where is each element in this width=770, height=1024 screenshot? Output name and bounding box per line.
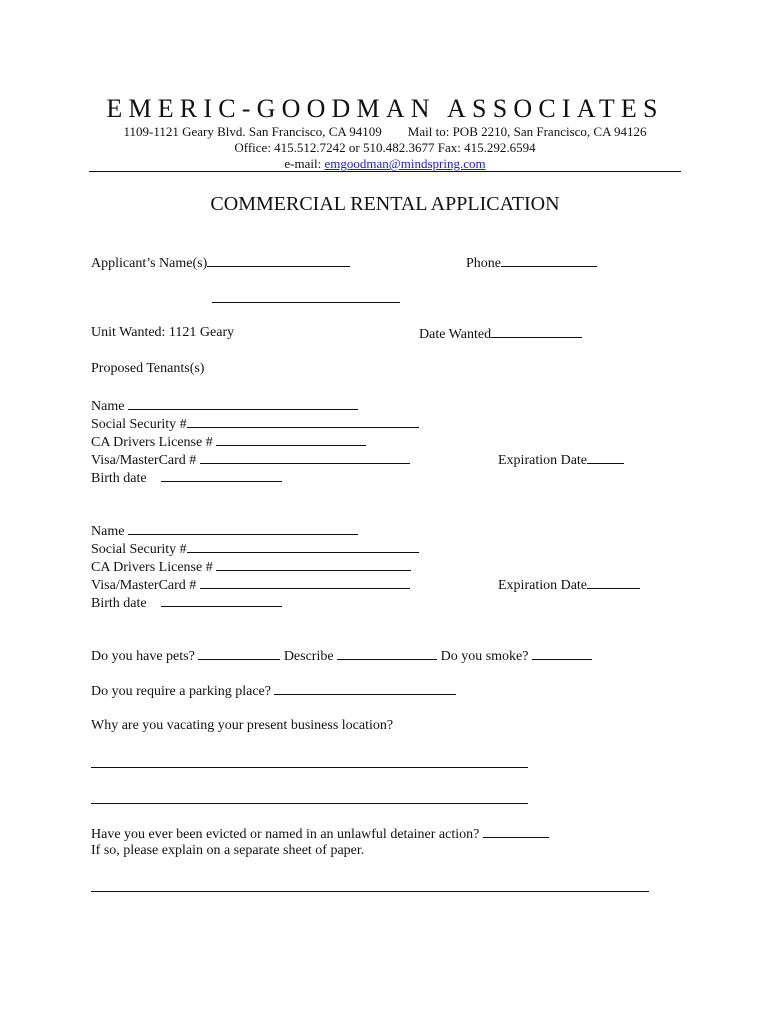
tenant-expiration-label: Expiration Date	[498, 578, 588, 593]
tenant-birth-label: Birth date	[91, 596, 147, 611]
header-divider	[89, 171, 681, 172]
tenant-ssn-label: Social Security #	[91, 542, 187, 557]
tenant-2-license-row	[91, 557, 411, 577]
smoke-field[interactable]	[532, 646, 592, 660]
tenant-birth-label: Birth date	[91, 471, 147, 486]
parking-label: Do you require a parking place?	[91, 684, 271, 699]
date-wanted-field[interactable]	[491, 324, 582, 338]
tenant-1-license-field[interactable]	[216, 432, 366, 446]
address-line	[0, 124, 770, 140]
pets-label: Do you have pets?	[91, 649, 195, 664]
office-phone-fax: Office: 415.512.7242 or 510.482.3677 Fax: 415.292.6594	[234, 140, 536, 155]
date-wanted-label: Date Wanted	[419, 327, 492, 342]
describe-field[interactable]	[337, 646, 437, 660]
parking-row	[91, 681, 456, 701]
pets-field[interactable]	[198, 646, 280, 660]
proposed-tenants-label: Proposed Tenants(s)	[91, 361, 205, 376]
tenant-1-ssn-field[interactable]	[187, 414, 419, 428]
tenant-name-label: Name	[91, 399, 125, 414]
tenant-2-birth-field[interactable]	[161, 593, 282, 607]
tenant-1-ssn-row	[91, 414, 419, 434]
tenant-license-label: CA Drivers License #	[91, 560, 213, 575]
tenant-2-name-row	[91, 521, 358, 541]
tenant-license-label: CA Drivers License #	[91, 435, 213, 450]
vacating-answer-line-2[interactable]	[91, 803, 528, 804]
phone-label: Phone	[466, 256, 501, 271]
email-link[interactable]: emgoodman@mindspring.com	[324, 156, 486, 171]
tenant-2-birth-row	[91, 593, 282, 613]
vacating-question: Why are you vacating your present business location?	[91, 718, 394, 733]
form-title: COMMERCIAL RENTAL APPLICATION	[210, 193, 560, 215]
tenant-name-label: Name	[91, 524, 125, 539]
tenant-ssn-label: Social Security #	[91, 417, 187, 432]
tenant-1-birth-field[interactable]	[161, 468, 282, 482]
tenant-expiration-label: Expiration Date	[498, 453, 588, 468]
tenant-1-license-row	[91, 432, 366, 452]
email-label: e-mail:	[284, 156, 325, 171]
company-name: EMERIC-GOODMAN ASSOCIATES	[106, 94, 664, 123]
evicted-note: If so, please explain on a separate sheet of paper.	[91, 843, 365, 858]
unit-wanted: Unit Wanted: 1121 Geary	[91, 325, 235, 340]
date-wanted-row	[419, 324, 582, 344]
tenant-1-name-row	[91, 396, 358, 416]
applicant-name-field[interactable]	[207, 253, 350, 267]
parking-field[interactable]	[274, 681, 456, 695]
evicted-row	[91, 824, 549, 844]
applicant-name-label: Applicant’s Name(s)	[91, 256, 208, 271]
describe-label: Describe	[283, 649, 334, 664]
mailing-address: Mail to: POB 2210, San Francisco, CA 94126	[407, 124, 647, 139]
tenant-2-name-field[interactable]	[128, 521, 358, 535]
tenant-2-expiration-field[interactable]	[587, 575, 640, 589]
evicted-question: Have you ever been evicted or named in an unlawful detainer action?	[91, 827, 480, 842]
tenant-2-card-field[interactable]	[200, 575, 410, 589]
explanation-line[interactable]	[91, 891, 649, 892]
tenant-1-card-row	[91, 450, 410, 470]
smoke-label: Do you smoke?	[440, 649, 529, 664]
tenant-1-name-field[interactable]	[128, 396, 358, 410]
tenant-1-expiration-field[interactable]	[587, 450, 624, 464]
tenant-2-ssn-field[interactable]	[187, 539, 419, 553]
tenant-1-birth-row	[91, 468, 282, 488]
pets-smoke-row	[91, 646, 592, 666]
phone-row	[466, 253, 597, 273]
tenant-1-expiration-row	[498, 450, 624, 470]
email-line	[0, 156, 770, 172]
tenant-2-card-row	[91, 575, 410, 595]
applicant-name-field-2[interactable]	[212, 302, 400, 303]
evicted-field[interactable]	[483, 824, 549, 838]
tenant-2-license-field[interactable]	[216, 557, 411, 571]
phone-field[interactable]	[501, 253, 597, 267]
tenant-card-label: Visa/MasterCard #	[91, 453, 197, 468]
vacating-answer-line-1[interactable]	[91, 767, 528, 768]
tenant-1-card-field[interactable]	[200, 450, 410, 464]
street-address: 1109-1121 Geary Blvd. San Francisco, CA 94109	[123, 124, 382, 139]
tenant-card-label: Visa/MasterCard #	[91, 578, 197, 593]
tenant-2-ssn-row	[91, 539, 419, 559]
applicant-name-row	[91, 253, 350, 273]
tenant-2-expiration-row	[498, 575, 640, 595]
